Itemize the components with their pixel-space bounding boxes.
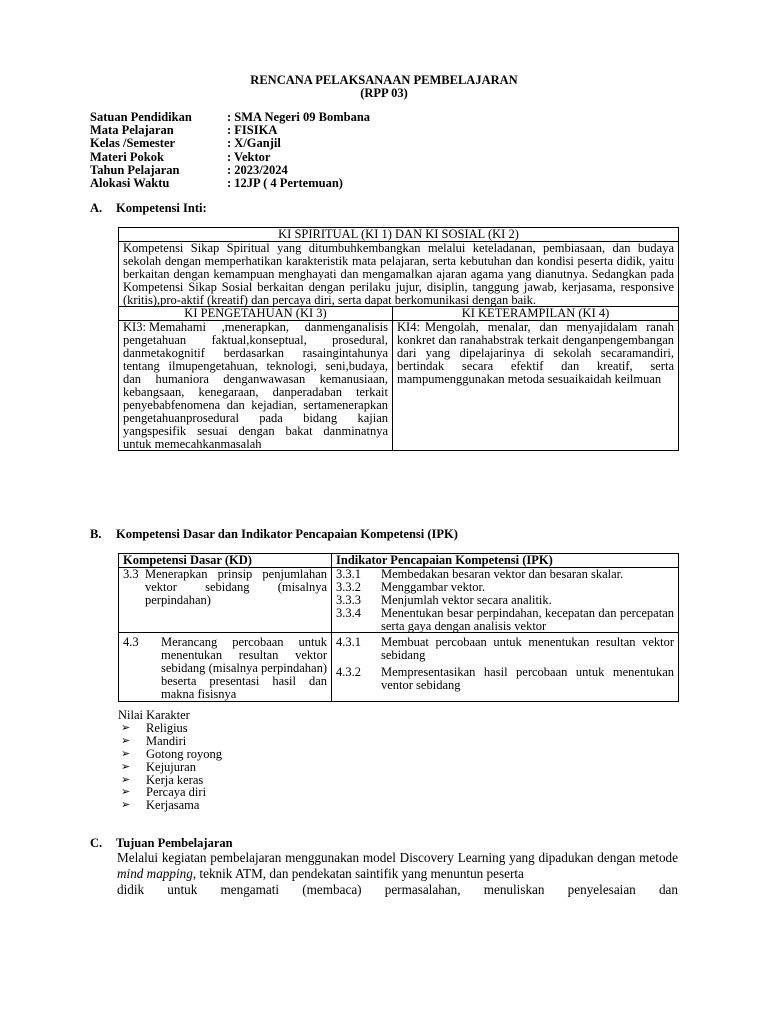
ipk-cell xyxy=(332,633,679,702)
ki4-label: KI4: xyxy=(397,320,420,335)
identity-value: : X/Ganjil xyxy=(227,136,281,151)
ipk-item xyxy=(336,636,674,662)
arrow-bullet-icon: ➢ xyxy=(121,720,131,734)
nilai-item xyxy=(118,735,222,748)
ipk-text: Menjumlah vektor secara analitik. xyxy=(381,592,552,607)
tujuan-paragraph xyxy=(117,850,678,899)
identity-label: Materi Pokok xyxy=(90,149,164,164)
ipk-text: Membedakan besaran vektor dan besaran skalar. xyxy=(381,566,624,581)
identity-row xyxy=(90,151,370,164)
ipk-number: 3.3.4 xyxy=(336,605,361,620)
section-a-letter: A. xyxy=(90,201,103,215)
ki3-header: KI PENGETAHUAN (KI 3) xyxy=(119,307,393,321)
section-c-letter: C. xyxy=(90,836,103,850)
tujuan-text-end: , teknik ATM, dan pendekatan saintifik yang menuntun peserta xyxy=(192,866,524,882)
tujuan-text-start: Melalui kegiatan pembelajaran menggunakan model Discovery Learning yang dipadukan dengan metode xyxy=(117,850,678,865)
ki3-label: KI3: xyxy=(123,320,146,335)
ipk-column-header: Indikator Pencapaian Kompetensi (IPK) xyxy=(332,554,679,568)
ki4-cell xyxy=(393,321,679,451)
nilai-item xyxy=(118,748,222,761)
document-subtitle: (RPP 03) xyxy=(360,86,408,100)
ki-spiritual-header: KI SPIRITUAL (KI 1) DAN KI SOSIAL (KI 2) xyxy=(119,228,679,242)
kd-cell xyxy=(119,633,332,702)
nilai-item xyxy=(118,799,222,812)
tujuan-text-italic: mind mapping xyxy=(117,866,193,882)
section-c-heading xyxy=(90,836,233,851)
nilai-item-label: Kerja keras xyxy=(146,772,204,787)
identity-value: : 2023/2024 xyxy=(227,162,288,177)
ki-spiritual-text: Kompetensi Sikap Spiritual yang ditumbuhkembangkan melalui keteladanan, pembiasaan, dan budaya sekolah dengan memperhatikan karakteristik mata pelajaran, serta kebutuhan dan kondisi peserta didik, yaitu berkaitan dengan kemampuan menghayati dan mengamalkan ajaran agama yang dianutnya. Sedangkan pada Kompetensi Sikap Sosial berkaitan dengan perilaku jujur, disiplin, tanggung jawab, kerjasama, responsive (kritis),pro-aktif (kreatif) dan percaya diri, serta dapat berkomunikasi dengan baik. xyxy=(119,241,679,307)
identity-value: : 12JP ( 4 Pertemuan) xyxy=(227,176,343,191)
ki4-text: Mengolah, menalar, dan menyajidalam ranah konkret dan ranahabstrak terkait denganpengembangan dari yang dipelajarinya di sekolah secaramandiri, bertindak secara efektif dan kreatif, serta mampumenggunakan metoda sesuaikaidah keilmuan xyxy=(397,320,674,386)
nilai-item xyxy=(118,722,222,735)
identity-label: Tahun Pelajaran xyxy=(90,162,180,177)
section-c-title: Tujuan Pembelajaran xyxy=(116,836,233,850)
kd-column-header: Kompetensi Dasar (KD) xyxy=(119,554,332,568)
section-b-letter: B. xyxy=(90,527,102,541)
ipk-item xyxy=(336,594,674,607)
nilai-item-label: Gotong royong xyxy=(146,746,223,761)
ipk-item xyxy=(336,607,674,633)
nilai-item-label: Mandiri xyxy=(146,733,187,748)
kd-text: Merancang percobaan untuk menentukan resultan vektor sebidang (misalnya perpindahan) beserta presentasi hasil dan makna fisisnya xyxy=(161,635,327,702)
identity-value: : FISIKA xyxy=(227,123,278,138)
kd-number: 4.3 xyxy=(123,635,139,650)
kd-ipk-table xyxy=(118,553,679,702)
section-b-heading xyxy=(90,527,458,542)
arrow-bullet-icon: ➢ xyxy=(121,798,131,812)
ipk-text: Menggambar vektor. xyxy=(381,579,486,594)
ipk-number: 3.3.1 xyxy=(336,566,361,581)
document-title: RENCANA PELAKSANAAN PEMBELAJARAN xyxy=(250,73,518,87)
ki4-header: KI KETERAMPILAN (KI 4) xyxy=(393,307,679,321)
kd-cell xyxy=(119,567,332,633)
identity-value: : Vektor xyxy=(227,149,271,164)
ipk-number: 3.3.2 xyxy=(336,579,361,594)
ipk-item xyxy=(336,662,674,692)
ipk-text: Mempresentasikan hasil percobaan untuk menentukan ventor sebidang xyxy=(381,665,674,693)
arrow-bullet-icon: ➢ xyxy=(121,746,131,760)
section-a-heading xyxy=(90,201,207,216)
ipk-text: Membuat percobaan untuk menentukan resultan vektor sebidang xyxy=(381,635,674,663)
ipk-cell xyxy=(332,567,679,633)
identity-label: Alokasi Waktu xyxy=(90,176,170,191)
ipk-item xyxy=(336,581,674,594)
section-a-title: Kompetensi Inti: xyxy=(116,201,207,215)
nilai-karakter xyxy=(118,709,222,812)
ki3-cell xyxy=(119,321,393,451)
arrow-bullet-icon: ➢ xyxy=(121,759,131,773)
ipk-item xyxy=(336,568,674,581)
arrow-bullet-icon: ➢ xyxy=(121,733,131,747)
identity-label: Satuan Pendidikan xyxy=(90,110,192,124)
identity-block xyxy=(90,111,370,190)
identity-row xyxy=(90,177,370,190)
arrow-bullet-icon: ➢ xyxy=(121,772,131,786)
ipk-number: 4.3.1 xyxy=(336,635,361,650)
nilai-item-label: Kejujuran xyxy=(146,759,196,774)
section-b-title: Kompetensi Dasar dan Indikator Pencapaian Kompetensi (IPK) xyxy=(116,527,458,541)
ipk-list xyxy=(336,636,674,692)
arrow-bullet-icon: ➢ xyxy=(121,785,131,799)
kd-number: 3.3 xyxy=(123,566,139,581)
kompetensi-inti-table xyxy=(118,227,679,451)
nilai-item-label: Percaya diri xyxy=(146,785,207,800)
ipk-number: 3.3.3 xyxy=(336,592,361,607)
identity-value: : SMA Negeri 09 Bombana xyxy=(227,110,371,124)
nilai-item xyxy=(118,761,222,774)
ipk-number: 4.3.2 xyxy=(336,665,361,680)
kd-text: Menerapkan prinsip penjumlahan vektor sebidang (misalnya perpindahan) xyxy=(145,566,327,607)
identity-label: Kelas /Semester xyxy=(90,136,176,151)
nilai-karakter-title: Nilai Karakter xyxy=(118,708,190,722)
nilai-item-label: Religius xyxy=(146,720,188,735)
tujuan-last-line: didik untuk mengamati (membaca) permasalahan, menuliskan penyelesaian dan xyxy=(117,882,678,898)
ipk-text: Menentukan besar perpindahan, kecepatan dan percepatan serta gaya dengan analisis vektor xyxy=(381,605,674,633)
identity-row xyxy=(90,137,370,150)
identity-label: Mata Pelajaran xyxy=(90,123,174,138)
ki3-text: Memahami ,menerapkan, danmenganalisis pengetahuan faktual,konseptual, prosedural, danmetakognitif berdasarkan rasaingintahunya tentang ilmupengetahuan, teknologi, seni,budaya, dan humaniora denganwawasan kemanusiaan, kebangsaan, kenegaraan, danperadaban terkait penyebabfenomena dan kejadian, sertamenerapkan pengetahuanprosedural pada bidang kajian yangspesifik sesuai dengan bakat danminatnya untuk memecahkanmasalah xyxy=(123,320,388,451)
ipk-list xyxy=(336,568,674,633)
nilai-item-label: Kerjasama xyxy=(146,798,200,813)
